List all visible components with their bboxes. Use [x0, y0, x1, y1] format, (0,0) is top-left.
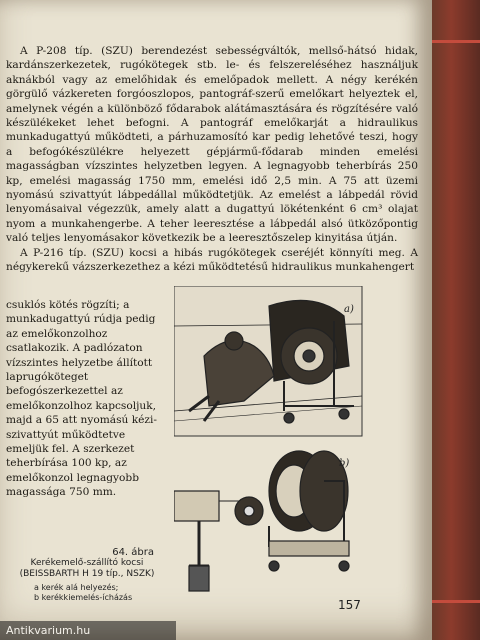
figure-caption [4, 547, 170, 603]
figure-64 [174, 286, 364, 601]
caption-legend-b: b kerékkiemelés-ícházás [34, 593, 133, 602]
caption-number: 64. ábra [112, 547, 154, 558]
paragraph-1: A P-208 típ. (SZU) berendezést sebességváltók, mellső-hátsó hidak, kardánszerkezetek, rugókötegek stb. le- és felszereléséhez használjuk aknákból vagy az emelőhidak és emelőpadok mellett. A négy kerékén görgülő vázkereten forgóoszlopos, pantográf-szerű emelőkart helyeztek el, amelynek végén a különböző fődarabok alátámasztására és rögzítésére való készülékeket lehet befogni. A pantográf emelőkarját a hidraulikus munkadugattyú működteti, a párhuzamosító kar pedig lehetővé teszi, hogy a befogókészülékre helyezett gépjármű-fődarab minden emelési magasságban vízszintes helyzetben legyen. A legnagyobb teherbírás 250 kp, emelési magasság 1750 mm, emelési idő 2,5 min. A 75 att üzemi nyomású szivattyút lábpedállal működtetjük. Az emelést a lábpedál rövid lenyomásaival végezzük, amely alatt a dugattyú lökétenként 6 cm³ olajat nyom a munkahengerbe. A teher leeresztése a lábpedál alsó ütközőpontig való teljes lenyomásakor következik be a leeresztőszelep kinyitása útján. [6, 45, 418, 245]
label-a: a) [344, 304, 354, 315]
spine-stripe [432, 40, 480, 43]
watermark: Antikvarium.hu [0, 621, 176, 640]
panel-b-drawing [174, 451, 349, 591]
label-b: b) [339, 458, 350, 469]
caption-legend-a: a kerék alá helyezés; [34, 583, 119, 592]
illustration [174, 286, 364, 601]
book-spine [432, 0, 480, 640]
paragraph-2: A P-216 típ. (SZU) kocsi a hibás rugókötegek cseréjét könnyíti meg. A négykerekű vázszerkezethez a kézi működtetésű hidraulikus munkahengert [6, 246, 418, 274]
spine-stripe [432, 600, 480, 603]
narrow-column-text: csuklós kötés rögzíti; a munkadugattyú rúdja pedig az emelőkonzolhoz csatlakozik. A padlózaton vízszintes helyzetbe állított laprugóköteget befogószerkezettel az emelőkonzolhoz kapcsoljuk, majd a 65 att nyomású kézi-szivattyút működtetve emeljük fel. A szerkezet teherbírása 100 kp, az emelőkonzol legnagyobb magassága 750 mm. [6, 299, 157, 499]
page-number: 157 [338, 598, 361, 612]
caption-title: Kerékemelő-szállító kocsi (BEISSBARTH H 19 típ., NSZK) [19, 558, 155, 579]
body-text [6, 44, 418, 275]
